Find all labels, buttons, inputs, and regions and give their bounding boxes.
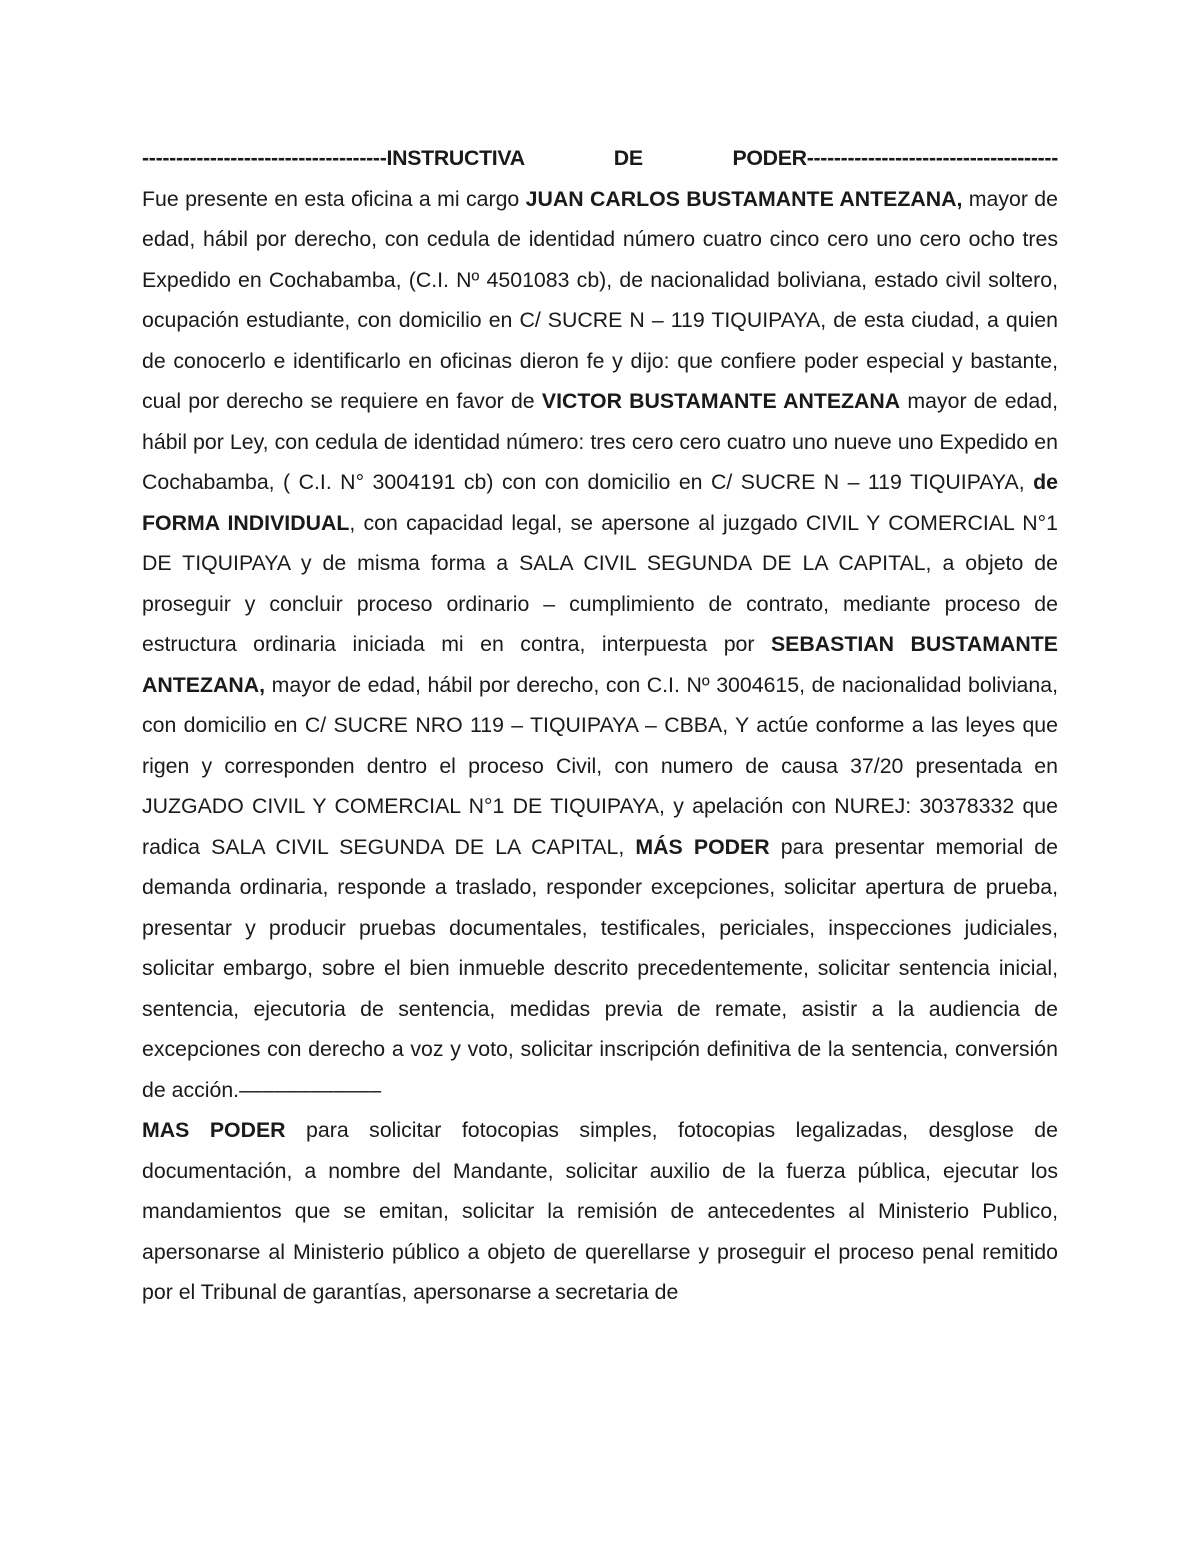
mas-poder-heading: MÁS PODER	[635, 834, 770, 859]
plaintiff-name: SEBASTIAN BUSTAMANTE ANTEZANA,	[142, 632, 1058, 697]
document-page	[142, 138, 1058, 1313]
grantor-name: JUAN CARLOS BUSTAMANTE ANTEZANA,	[525, 186, 963, 211]
attorney-name: VICTOR BUSTAMANTE ANTEZANA	[541, 389, 901, 413]
document-title: ------------------------------------INSTRUCTIVA DE PODER-------------------------------------	[142, 146, 1058, 170]
mas-poder-heading-2: MAS PODER	[142, 1118, 286, 1142]
text-run: para presentar memorial de demanda ordinaria, responde a traslado, responder excepciones, solicitar apertura de prueba, presentar y producir pruebas documentales, testificales, periciales, inspecciones judiciales, solicitar embargo, sobre el bien inmueble descrito precedentemente, solicitar sentencia inicial, sentencia, ejecutoria de sentencia, medidas previa de remate, asistir a la audiencia de excepciones con derecho a voz y voto, solicitar inscripción definitiva de la sentencia, conversión de acción.––––––––––––	[142, 834, 1058, 1102]
form-individual: de FORMA INDIVIDUAL	[142, 470, 1058, 535]
paragraph-power-grant	[142, 179, 1058, 1111]
paragraph-additional-powers	[142, 1110, 1058, 1313]
text-run: mayor de edad, hábil por derecho, con cedula de identidad número cuatro cinco cero uno cero ocho tres Expedido en Cochabamba, (C.I. Nº 4501083 cb), de nacionalidad boliviana, estado civil soltero, ocupación estudiante, con domicilio en C/ SUCRE N – 119 TIQUIPAYA, de esta ciudad, a quien de conocerlo e identificarlo en oficinas dieron fe y dijo: que confiere poder especial y bastante, cual por derecho se requiere en favor de	[142, 186, 1058, 413]
text-run: mayor de edad, hábil por Ley, con cedula de identidad número: tres cero cero cuatro uno nueve uno Expedido en Cochabamba, ( C.I. N° 3004191 cb) con con domicilio en C/ SUCRE N – 119 TIQUIPAYA,	[142, 389, 1058, 494]
text-run: para solicitar fotocopias simples, fotocopias legalizadas, desglose de documentación, a nombre del Mandante, solicitar auxilio de la fuerza pública, ejecutar los mandamientos que se emitan, solicitar la remisión de antecedentes al Ministerio Publico, apersonarse al Ministerio público a objeto de querellarse y proseguir el proceso penal remitido por el Tribunal de garantías, apersonarse a secretaria de	[142, 1118, 1058, 1304]
text-run: mayor de edad, hábil por derecho, con C.I. Nº 3004615, de nacionalidad boliviana, con domicilio en C/ SUCRE NRO 119 – TIQUIPAYA – CBBA, Y actúe conforme a las leyes que rigen y corresponden dentro el proceso Civil, con numero de causa 37/20 presentada en JUZGADO CIVIL Y COMERCIAL N°1 DE TIQUIPAYA, y apelación con NUREJ: 30378332 que radica SALA CIVIL SEGUNDA DE LA CAPITAL,	[142, 672, 1058, 859]
text-run: Fue presente en esta oficina a mi cargo	[142, 186, 526, 211]
text-run: , con capacidad legal, se apersone al juzgado CIVIL Y COMERCIAL N°1 DE TIQUIPAYA y de misma forma a SALA CIVIL SEGUNDA DE LA CAPITAL, a objeto de proseguir y concluir proceso ordinario – cumplimiento de contrato, mediante proceso de estructura ordinaria iniciada mi en contra, interpuesta por	[142, 510, 1058, 656]
